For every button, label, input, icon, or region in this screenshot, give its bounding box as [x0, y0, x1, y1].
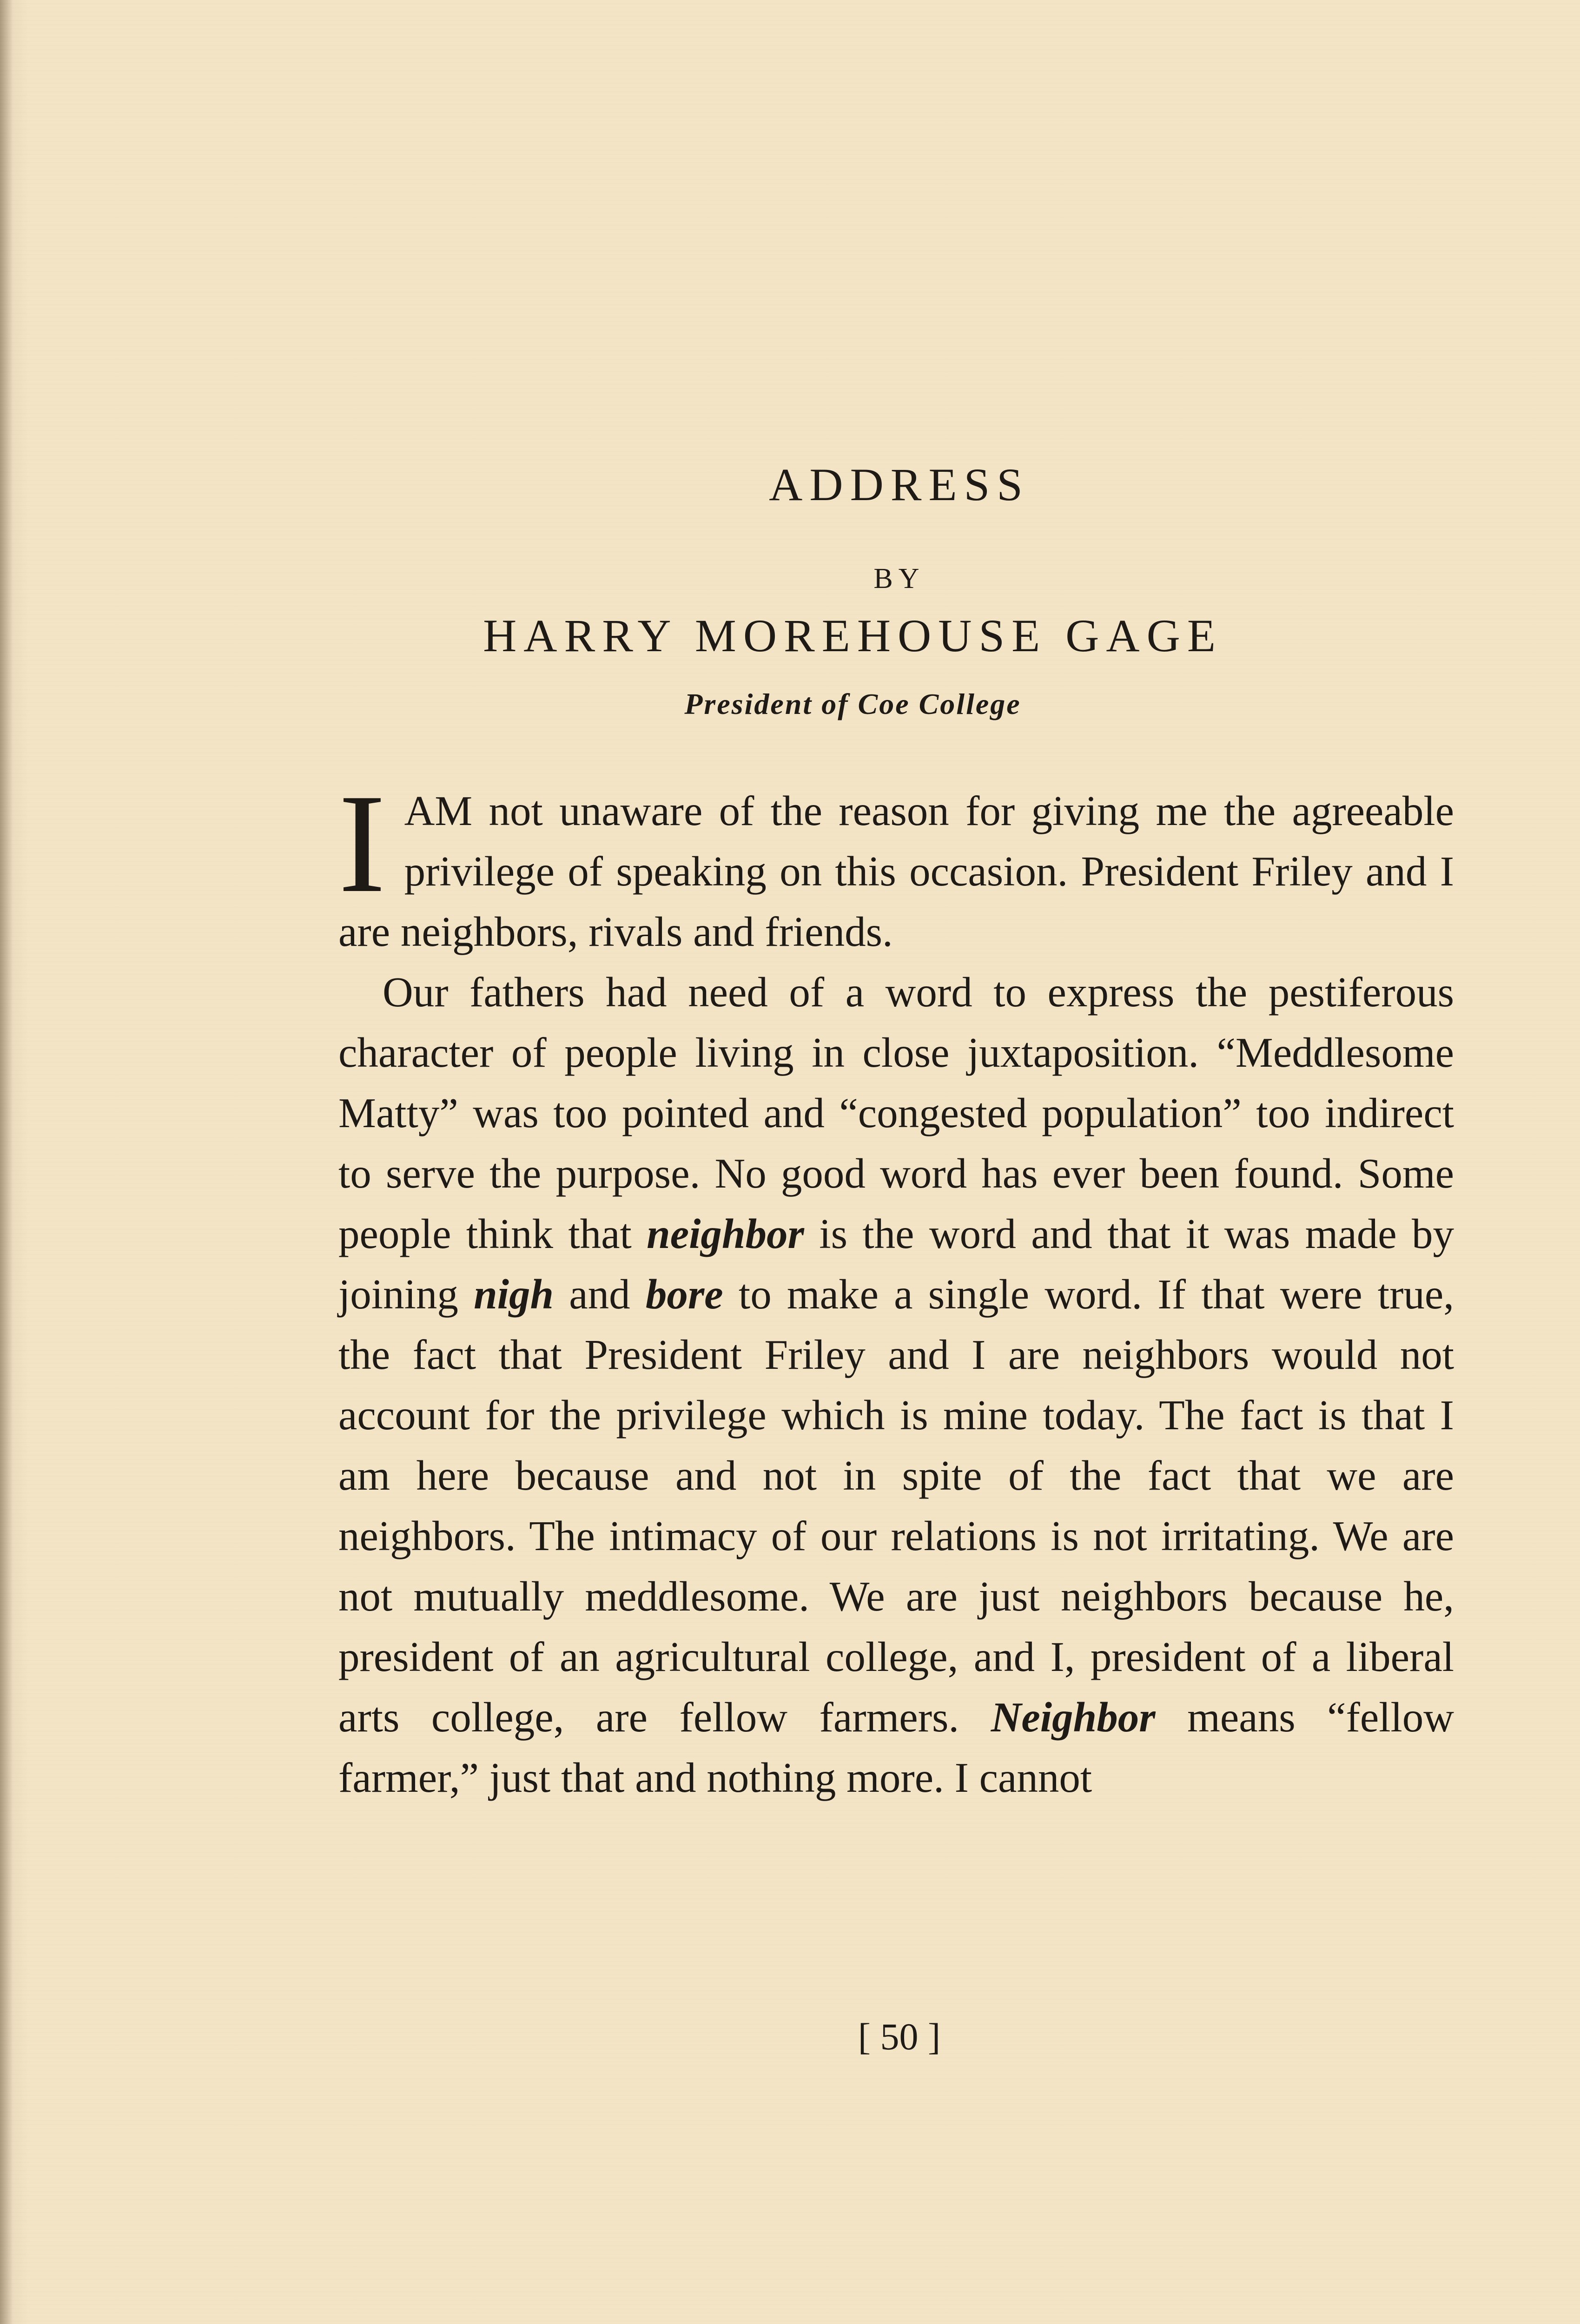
italic-word: neighbor [647, 1210, 804, 1257]
page-binding-edge [0, 0, 13, 2324]
page-title: ADDRESS [769, 459, 1030, 510]
author-title: President of Coe College [684, 687, 1021, 720]
paragraph-2-text: is the word and that it was made by joining [338, 1210, 1454, 1318]
paragraph-2-text: means “fellow farmer,” just that and nothing more. I cannot [338, 1694, 1454, 1801]
body-text [338, 765, 1454, 1808]
byline-label: BY [873, 563, 925, 594]
paragraph-2-text: to make a single word. If that were true, the fact that President Friley and I are neighbors would not account for the privilege which is mine today. The fact is that I am here because and not in spite of the fact that we are neighbors. The intimacy of our relations is not irritating. We are not mutually meddlesome. We are just neighbors because he, president of an agricultural college, and I, president of a liberal arts college, are fellow farmers. [338, 1271, 1454, 1741]
drop-cap: I [338, 765, 386, 922]
paragraph-2-text: and [554, 1271, 646, 1318]
page-number: [ 50 ] [858, 2015, 941, 2058]
paragraph-2-text: Our fathers had need of a word to express the pestiferous character of people living in close juxtaposition. “Meddlesome Matty” was too pointed and “congested population” too indirect to serve the purpose. No good word has ever been found. Some people think that [338, 969, 1454, 1257]
italic-word: nigh [474, 1271, 554, 1318]
author-name: HARRY MOREHOUSE GAGE [483, 610, 1223, 661]
paragraph-1 [338, 765, 1454, 962]
italic-word: bore [645, 1271, 723, 1318]
paragraph-2 [338, 962, 1454, 1808]
paragraph-1-text: AM not unaware of the reason for giving me the agreeable privilege of speaking on this occasion. President Friley and I are neighbors, rivals and friends. [338, 787, 1454, 955]
italic-word: Neighbor [991, 1694, 1156, 1741]
